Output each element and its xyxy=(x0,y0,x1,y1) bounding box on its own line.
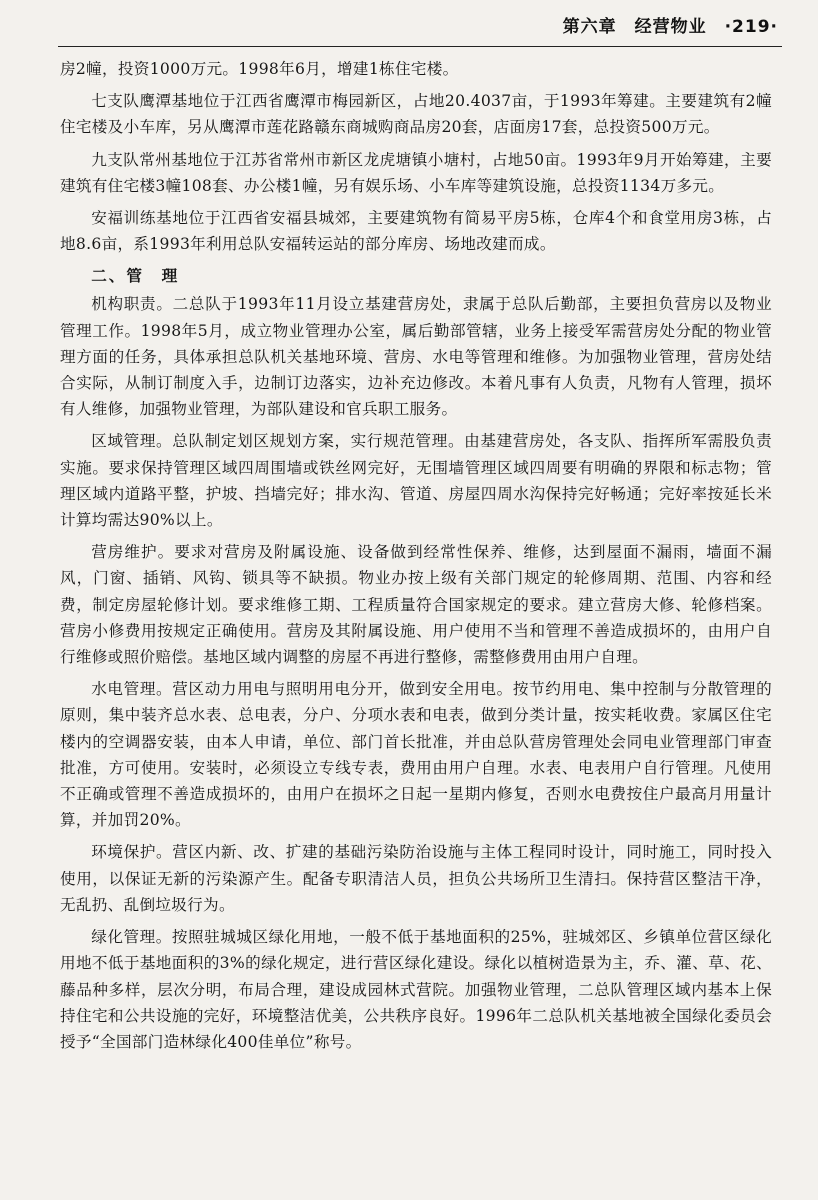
paragraph-area-management: 区域管理。总队制定划区规划方案，实行规范管理。由基建营房处，各支队、指挥所军需股负责实施。要求保持管理区域四周围墙或铁丝网完好，无围墙管理区域四周要有明确的界限和标志物；管理区域内道路平整，护坡、挡墙完好；排水沟、管道、房屋四周水沟保持完好畅通；完好率按延长米计算均需达90%以上。 xyxy=(60,432,772,530)
running-header xyxy=(0,0,818,46)
paragraph-yingtan-base: 七支队鹰潭基地位于江西省鹰潭市梅园新区，占地20.4037亩，于1993年筹建。主要建筑有2幢住宅楼及小车库，另从鹰潭市莲花路赣东商城购商品房20套，店面房17套，总投资500万元。 xyxy=(60,92,772,137)
paragraph-barracks-maintenance: 营房维护。要求对营房及附属设施、设备做到经常性保养、维修，达到屋面不漏雨，墙面不漏风，门窗、插销、风钩、锁具等不缺损。物业办按上级有关部门规定的轮修周期、范围、内容和经费，制定房屋轮修计划。要求维修工期、工程质量符合国家规定的要求。建立营房大修、轮修档案。营房小修费用按规定正确使用。营房及其附属设施、用户使用不当和管理不善造成损坏的，由用户自行维修或照价赔偿。基地区域内调整的房屋不再进行整修，需整修费用由用户自理。 xyxy=(60,543,772,667)
section-heading: 二、管 理 xyxy=(91,267,180,286)
header-rule xyxy=(58,46,782,47)
body-text xyxy=(60,56,772,1061)
chapter-page-header: 第六章 经营物业 ·219· xyxy=(562,17,778,37)
paragraph-anfu-training-base: 安福训练基地位于江西省安福县城郊，主要建筑物有简易平房5栋，仓库4个和食堂用房3栋，占地8.6亩，系1993年利用总队安福转运站的部分库房、场地改建而成。 xyxy=(60,209,772,254)
paragraph-changzhou-base: 九支队常州基地位于江苏省常州市新区龙虎塘镇小塘村，占地50亩。1993年9月开始筹建，主要建筑有住宅楼3幢108套、办公楼1幢，另有娱乐场、小车库等建筑设施，总投资1134万多元。 xyxy=(60,150,772,195)
paragraph-organization-duties: 机构职责。二总队于1993年11月设立基建营房处，隶属于总队后勤部，主要担负营房以及物业管理工作。1998年5月，成立物业管理办公室，属后勤部管辖，业务上接受军需营房处分配的物业管理方面的任务，具体承担总队机关基地环境、营房、水电等管理和维修。为加强物业管理，营房处结合实际，从制订制度入手，边制订边落实，边补充边修改。本着凡事有人负责，凡物有人管理，损坏有人维修，加强物业管理，为部队建设和官兵职工服务。 xyxy=(60,295,772,419)
paragraph-greening-management: 绿化管理。按照驻城城区绿化用地，一般不低于基地面积的25%，驻城郊区、乡镇单位营区绿化用地不低于基地面积的3%的绿化规定，进行营区绿化建设。绿化以植树造景为主，乔、灌、草、花、藤品种多样，层次分明，布局合理，建设成园林式营院。加强物业管理，二总队管理区域内基本上保持住宅和公共设施的完好，环境整洁优美，公共秩序良好。1996年二总队机关基地被全国绿化委员会授予“全国部门造林绿化400佳单位”称号。 xyxy=(60,928,772,1051)
paragraph-continuation: 房2幢，投资1000万元。1998年6月，增建1栋住宅楼。 xyxy=(60,60,459,78)
paragraph-environment-protection: 环境保护。营区内新、改、扩建的基础污染防治设施与主体工程同时设计，同时施工，同时投入使用，以保证无新的污染源产生。配备专职清洁人员，担负公共场所卫生清扫。保持营区整洁干净，无乱扔、乱倒垃圾行为。 xyxy=(60,843,772,914)
paragraph-water-electricity: 水电管理。营区动力用电与照明用电分开，做到安全用电。按节约用电、集中控制与分散管理的原则，集中装齐总水表、总电表，分户、分项水表和电表，做到分类计量，按实耗收费。家属区住宅楼内的空调器安装，由本人申请，单位、部门首长批准，并由总队营房管理处会同电业管理部门审查批准，方可使用。安装时，必须设立专线专表，费用由用户自理。水表、电表用户自行管理。凡使用不正确或管理不善造成损坏的，由用户在损坏之日起一星期内修复，否则水电费按住户最高月用量计算，并加罚20%。 xyxy=(60,680,772,830)
